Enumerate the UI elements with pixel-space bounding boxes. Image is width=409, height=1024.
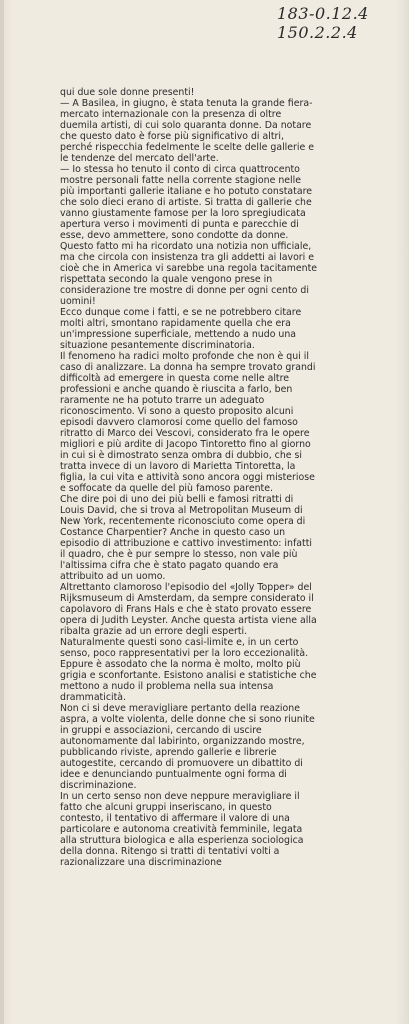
paragraph: Che dire poi di uno dei più belli e famosi ritratti di Louis David, che si trova al Metropolitan Museum di New York, recentemente riconosciuto come opera di Costance Charpentier? Anche in questo caso un episodio di attribuzione e cattivo investimento: infatti il quadro, che è pur sempre lo stesso, non vale più l'altissima cifra che è stato pagato quando era attribuito ad un uomo.	[60, 494, 312, 582]
paragraph: Il fenomeno ha radici molto profonde che non è qui il caso di analizzare. La donna ha sempre trovato grandi difficoltà ad emergere in questa come nelle altre professioni e anche quando è riuscita a farlo, ben raramente ne ha potuto trarre un adeguato riconoscimento. Vi sono a questo proposito alcuni episodi davvero clamorosi come quello del famoso ritratto di Marco dei Vescovi, considerato fra le opere migliori e più ardite di Jacopo Tintoretto fino al giorno in cui si è dimostrato senza ombra di dubbio, che si tratta invece di un lavoro di Marietta Tintoretta, la figlia, la cui vita e attività sono ancora oggi misteriose e soffocate da quelle del più famoso parente.	[60, 351, 316, 494]
paragraph: Naturalmente questi sono casi-limite e, in un certo senso, poco rappresentativi per la loro eccezionalità. Eppure è assodato che la norma è molto, molto più grigia e sconfortante. Esistono analisi e statistiche che mettono a nudo il problema nella sua intensa drammaticità.	[60, 637, 317, 703]
catalog-number-line-2: 150.2.2.4	[277, 23, 358, 42]
catalog-number-line-1: 183-0.12.4	[277, 4, 369, 23]
paragraph: Ecco dunque come i fatti, e se ne potrebbero citare molti altri, smontano rapidamente quella che era un'impressione superficiale, mettendo a nudo una situazione pesantemente discriminatoria.	[60, 307, 302, 351]
page-binding-edge	[0, 0, 4, 1024]
paragraph: — A Basilea, in giugno, è stata tenuta la grande fiera-mercato internazionale con la presenza di oltre duemila artisti, di cui solo quaranta donne. Da notare che questo dato è forse più significativo di altri, perché rispecchia fedelmente le scelte delle gallerie e le tendenze del mercato dell'arte.	[60, 98, 315, 164]
article-text	[60, 87, 318, 868]
paragraph: Non ci si deve meravigliare pertanto della reazione aspra, a volte violenta, delle donne che si sono riunite in gruppi e associazioni, cercando di uscire autonomamente dal labirinto, organizzando mostre, pubblicando riviste, aprendo gallerie e librerie autogestite, cercando di promuovere un dibattito di idee e denunciando puntualmente ogni forma di discriminazione.	[60, 703, 315, 791]
paragraph: — Io stessa ho tenuto il conto di circa quattrocento mostre personali fatte nella corrente stagione nelle più importanti gallerie italiane e ho potuto constatare che solo dieci erano di artiste. Si tratta di gallerie che vanno giustamente famose per la loro spregiudicata apertura verso i movimenti di punta e parecchie di esse, devo ammettere, sono condotte da donne. Questo fatto mi ha ricordato una notizia non ufficiale, ma che circola con insistenza tra gli addetti ai lavori e cioè che in America vi sarebbe una regola tacitamente rispettata secondo la quale vengono prese in considerazione tre mostre di donne per ogni cento di uomini!	[60, 164, 318, 307]
handwritten-catalog-number	[277, 4, 397, 42]
paragraph: Altrettanto clamoroso l'episodio del «Jolly Topper» del Rijksmuseum di Amsterdam, da sempre considerato il capolavoro di Frans Hals e che è stato provato essere opera di Judith Leyster. Anche questa artista viene alla ribalta grazie ad un errore degli esperti.	[60, 582, 317, 637]
paragraph: In un certo senso non deve neppure meravigliare il fatto che alcuni gruppi inseriscano, in questo contesto, il tentativo di affermare il valore di una particolare e autonoma creatività femminile, legata alla struttura biologica e alla esperienza sociologica della donna. Ritengo si tratti di tentativi volti a razionalizzare una discriminazione	[60, 791, 304, 868]
paragraph: qui due sole donne presenti!	[60, 87, 195, 98]
